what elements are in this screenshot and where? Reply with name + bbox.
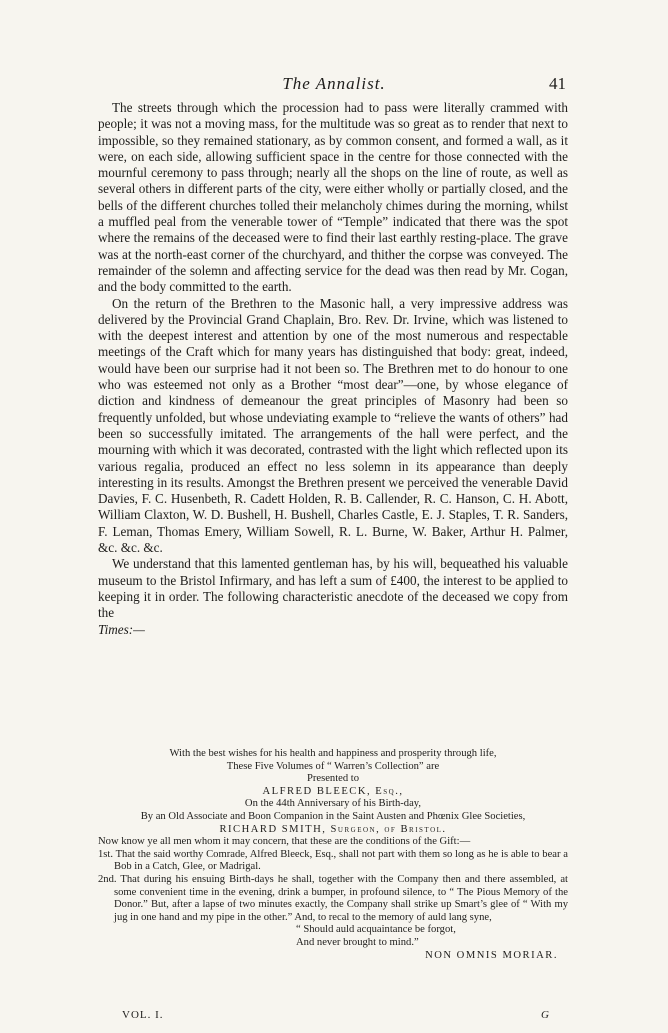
body-text: [98, 100, 568, 638]
dedication-line: By an Old Associate and Boon Companion in the Saint Austen and Phœnix Glee Societies,: [140, 810, 526, 822]
paragraph-bequest: We understand that this lamented gentleman has, by his will, bequeathed his valuable museum to the Bristol Infirmary, and has left a sum of £400, the interest to be applied to keeping it in order. The following characteristic anecdote of the deceased we copy from the: [98, 556, 568, 621]
gift-condition-second: 2nd. That during his ensuing Birth-days he shall, together with the Company then and there assembled, at some convenient time in the evening, drink a bumper, in profound silence, to “ The Pious Memory of the Donor.” But, after a lapse of two minutes exactly, the Company shall strike up Smart’s glee of “ With my jug in one hand and my pipe in the other.” And, to recal to the memory of auld lang syne,: [98, 873, 568, 923]
volume-label: VOL. I.: [122, 1009, 164, 1021]
dedication-block: [98, 748, 568, 962]
source-citation: Times:—: [98, 621, 145, 637]
signature-mark: G: [541, 1009, 549, 1021]
paragraph-procession: The streets through which the procession had to pass were literally crammed with people; it was not a moving mass, for the multitude was so great as to render that next to impossible, so they remained stationary, as by common consent, and formed a wall, as it were, on each side, allowing sufficient space in the centre for those connected with the mournful ceremony to pass through; nearly all the shops on the line of route, as well as several others in different parts of the city, were either wholly or partially closed, and the bells of the different churches tolled their melancholy chimes during the morning, whilst a muffled peal from the venerable tower of “Temple” indicated that there was the spot where the remains of the deceased were to find their last earthly resting-place. The grave was at the north-east corner of the churchyard, and thither the corpse was conveyed. The remainder of the solemn and affecting service for the dead was then read by Mr. Cogan, and the body committed to the earth.: [98, 100, 568, 295]
dedication-line: These Five Volumes of “ Warren’s Collection” are: [226, 760, 440, 772]
dedication-line: On the 44th Anniversary of his Birth-day,: [244, 798, 422, 810]
gift-condition-first: 1st. That the said worthy Comrade, Alfred Bleeck, Esq., shall not part with them so long as he is able to bear a Bob in a Catch, Glee, or Madrigal.: [98, 848, 568, 873]
paragraph-masonic-hall: On the return of the Brethren to the Masonic hall, a very impressive address was delivered by the Provincial Grand Chaplain, Bro. Rev. Dr. Irvine, which was listened to with the deepest interest and attention by one of the most numerous and respectable meetings of the Craft which for many years has distinguished that body: great, indeed, would have been our surprise had it not been so. The Brethren met to do honour to one who was esteemed not only as a Brother “most dear”—one, by whose elegance of diction and kindness of demeanour the great principles of Masonry had been so frequently unfolded, but whose undeviating example to “relieve the wants of others” had been so successfully imitated. The arrangements of the hall were perfect, and the mourning with which it was decorated, contrasted with the light which reflected upon its various regalia, produced an effect no less solemn in its appearance than deeply interesting in its results. Amongst the Brethren present we perceived the venerable David Davies, F. C. Husenbeth, R. Cadett Holden, R. B. Callender, R. C. Hanson, C. H. Abott, William Claxton, W. D. Bushell, H. Bushell, Charles Castle, E. J. Staples, T. R. Sanders, F. Leman, Thomas Emery, William Sowell, R. L. Burne, W. Baker, Arthur H. Palmer, &c. &c. &c.: [98, 295, 568, 556]
running-head: [0, 74, 668, 98]
verse-line: And never brought to mind.”: [296, 936, 419, 948]
dedication-line: With the best wishes for his health and happiness and prosperity through life,: [169, 748, 497, 759]
recipient-name: ALFRED BLEECK, Esq.,: [262, 785, 404, 797]
page-number: 41: [549, 74, 566, 93]
motto: NON OMNIS MORIAR.: [425, 949, 558, 961]
verse-line: “ Should auld acquaintance be forgot,: [296, 924, 456, 936]
page-footer: [0, 1009, 668, 1025]
page-title: The Annalist.: [282, 74, 386, 93]
dedication-line: Presented to: [306, 773, 360, 785]
gift-preamble: Now know ye all men whom it may concern, that these are the conditions of the Gift:—: [98, 836, 471, 848]
donor-name: RICHARD SMITH, Surgeon, of Bristol.: [219, 823, 447, 835]
